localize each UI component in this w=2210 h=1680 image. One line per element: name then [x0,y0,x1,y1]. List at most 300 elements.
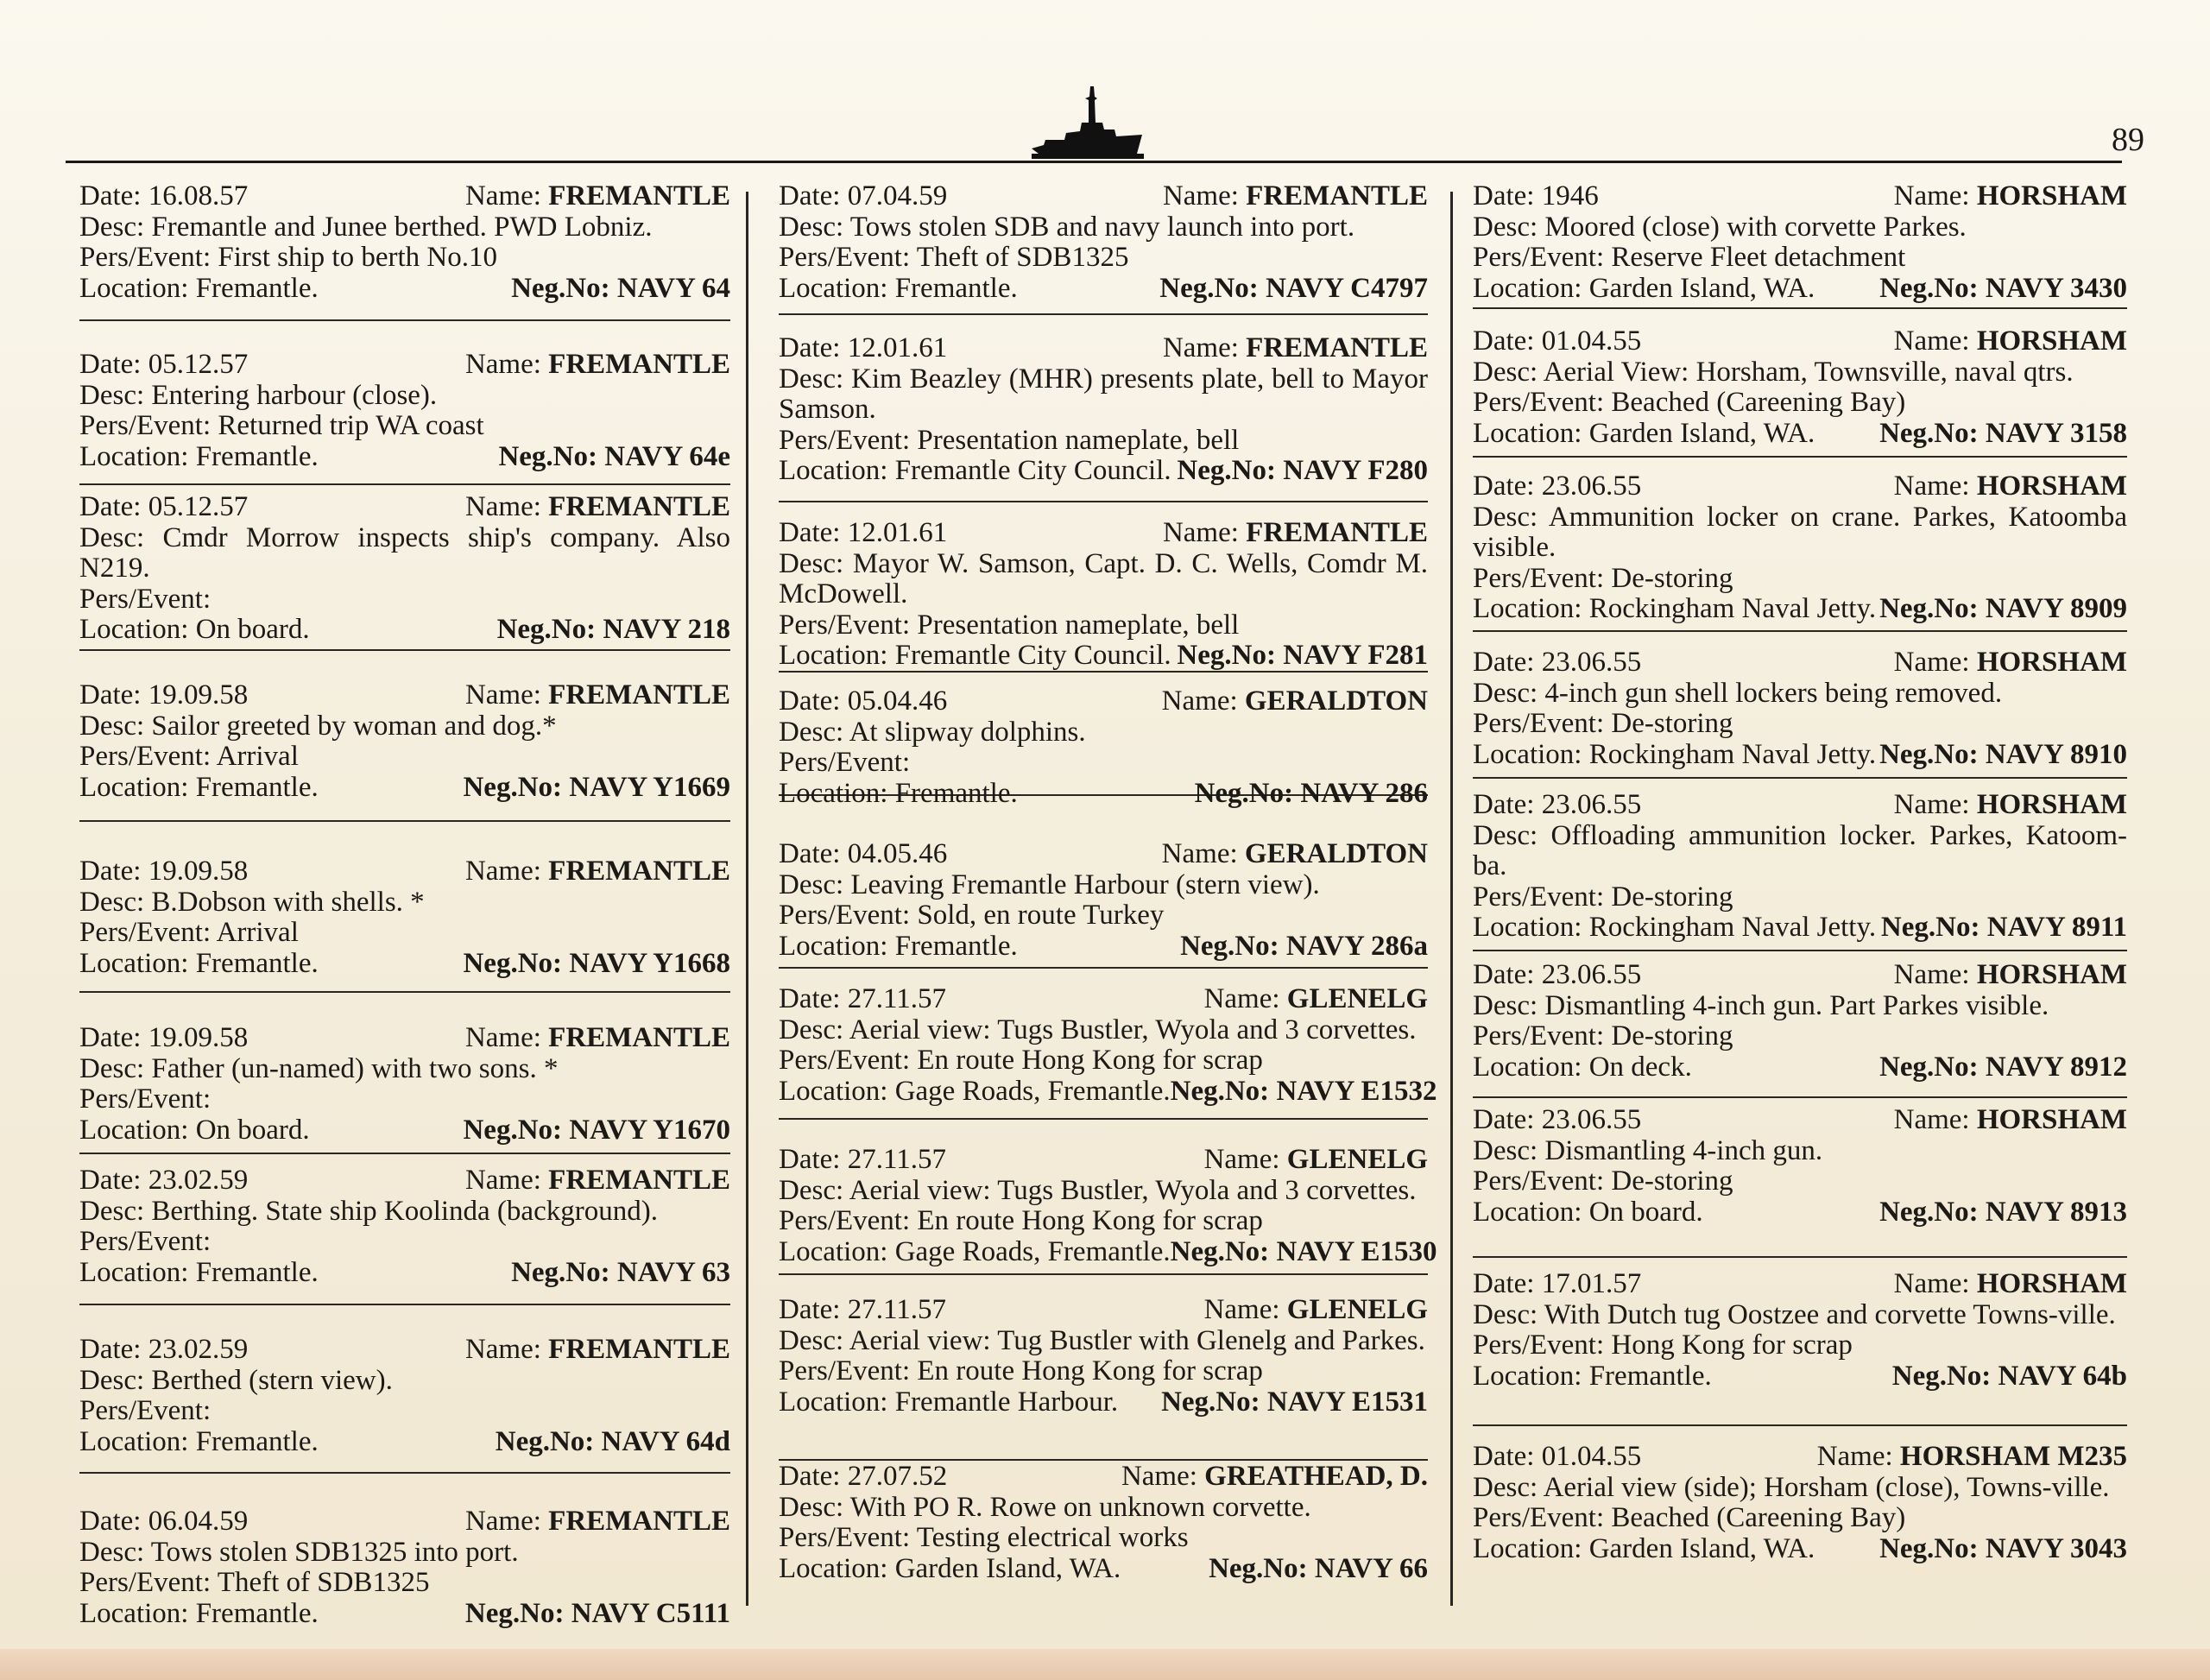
entry-name-value: GLENELG [1286,983,1428,1014]
catalog-entry [779,333,1428,502]
entry-name [1204,1295,1428,1326]
entry-date: Date: 04.05.46 [779,838,948,869]
entry-name [1163,333,1428,364]
entry-footer-row [79,1427,730,1458]
neg-label: Neg.No: [1891,1360,1998,1392]
entry-date: Date: 05.12.57 [79,491,249,522]
entry-footer-row [79,615,730,646]
entry-neg-no-value: NAVY C4797 [1266,272,1428,304]
catalog-entry [79,181,730,321]
entry-neg-no-value: NAVY 218 [603,614,730,645]
name-label: Name: [1893,647,1977,678]
entry-description: Desc: Tows stolen SDB1325 into port. [79,1536,519,1568]
entry-name [1204,984,1428,1015]
neg-label: Neg.No: [1880,912,1987,943]
entry-footer-row [779,641,1428,672]
entry-name-value: GERALDTON [1244,685,1428,717]
entry-description: Desc: Moored (close) with corvette Parkes. [1473,211,1967,243]
entry-description: Desc: Kim Beazley (MHR) presents plate, bell to Mayor Samson. [779,363,1428,425]
entry-location: Location: Garden Island, WA. [1473,417,1815,449]
entry-footer-row [1473,913,2127,944]
entry-name-value: HORSHAM [1976,647,2127,678]
entry-name-value: FREMANTLE [548,1022,730,1053]
entry-pers-event: Pers/Event: Theft of SDB1325 [779,242,1129,273]
entry-pers-event: Pers/Event: Sold, en route Turkey [779,900,1165,931]
entry-date: Date: 01.04.55 [1473,325,1642,357]
entry-name [465,181,730,212]
entry-header-row [79,1023,730,1054]
entry-header-row [1473,790,2127,821]
entry-footer-row [1473,274,2127,305]
entry-name [1894,1105,2127,1136]
entry-pers-event: Pers/Event: [779,747,911,778]
neg-label: Neg.No: [1879,1051,1986,1083]
entry-description: Desc: At slipway dolphins. [779,716,1086,748]
entry-neg-no [511,274,730,305]
entry-neg-no-value: NAVY 64 [616,272,730,304]
entry-pers-event: Pers/Event: Presentation nameplate, bell [779,609,1240,641]
entry-pers-event: Pers/Event: [79,583,212,615]
entry-neg-no-value: NAVY E1532 [1276,1075,1437,1107]
entry-name-value: HORSHAM M235 [1899,1441,2127,1472]
entry-neg-no [465,1599,730,1630]
entry-description: Desc: Father (un-named) with two sons. * [79,1052,559,1084]
entry-pers-event: Pers/Event: Hong Kong for scrap [1473,1329,1853,1361]
name-label: Name: [464,679,549,711]
entry-name [465,350,730,381]
entry-neg-no-value: NAVY 66 [1314,1552,1428,1584]
entry-location: Location: Fremantle. [79,947,319,979]
entry-description: Desc: Aerial view (side); Horsham (close), Towns-ville. [1473,1471,2110,1503]
entry-location: Location: Garden Island, WA. [779,1552,1121,1584]
entry-neg-no [1159,274,1428,305]
name-label: Name: [1893,1268,1977,1299]
entry-neg-no [1177,456,1428,487]
entry-date: Date: 17.01.57 [1473,1268,1642,1299]
entry-description: Desc: B.Dobson with shells. * [79,886,425,918]
neg-label: Neg.No: [1177,640,1284,671]
entry-location: Location: Gage Roads, Fremantle. [779,1075,1171,1107]
entry-pers-event: Pers/Event: Theft of SDB1325 [79,1567,430,1598]
neg-label: Neg.No: [1177,455,1284,486]
entry-neg-no [497,615,730,646]
neg-label: Neg.No: [1170,1235,1277,1267]
entry-pers-event: Pers/Event: En route Hong Kong for scrap [779,1045,1263,1076]
column-divider [1450,192,1453,1606]
entry-location: Location: Fremantle. [779,777,1018,809]
entry-header-row [779,181,1428,212]
neg-label: Neg.No: [1879,417,1986,449]
entry-pers-event: Pers/Event: De-storing [1473,1165,1733,1197]
entry-footer-row [779,456,1428,487]
entry-date: Date: 23.06.55 [1473,789,1642,820]
entry-header-row [79,492,730,523]
entry-pers-event: Pers/Event: Returned trip WA coast [79,410,484,441]
entry-neg-no-value: NAVY 63 [616,1256,730,1288]
entry-pers-event: Pers/Event: Reserve Fleet detachment [1473,242,1906,273]
entry-name-value: FREMANTLE [548,180,730,212]
entry-name [1163,181,1428,212]
entry-description: Desc: Fremantle and Junee berthed. PWD Lobniz. [79,211,653,243]
entry-description: Desc: Entering harbour (close). [79,379,438,411]
entry-location: Location: Fremantle City Council. [779,640,1171,671]
neg-label: Neg.No: [1879,272,1986,304]
entry-description: Desc: Mayor W. Samson, Capt. D. C. Wells, Comdr M. McDowell. [779,547,1428,609]
entry-location: Location: Fremantle. [79,1256,319,1288]
entry-location: Location: Rockingham Naval Jetty. [1473,593,1877,624]
entry-pers-event: Pers/Event: En route Hong Kong for scrap [779,1205,1263,1236]
entry-description: Desc: Tows stolen SDB and navy launch into port. [779,211,1355,243]
entry-date: Date: 05.12.57 [79,349,249,380]
entry-header-row [1473,181,2127,212]
entry-date: Date: 01.04.55 [1473,1441,1642,1472]
entry-neg-no-value: NAVY 286a [1285,930,1428,962]
entry-neg-no [463,773,730,804]
entry-footer-row [1473,419,2127,450]
catalog-entry [1473,471,2127,632]
entry-name-value: HORSHAM [1976,180,2127,212]
entry-neg-no [1209,1554,1428,1585]
entry-header-row [779,333,1428,364]
entry-location: Location: Fremantle. [79,1597,319,1629]
entry-name [465,1335,730,1366]
entry-location: Location: Fremantle. [1473,1360,1712,1392]
entry-header-row [1473,647,2127,679]
entry-neg-no [498,442,730,473]
catalog-entry [779,685,1428,809]
entry-location: Location: Fremantle City Council. [779,455,1171,486]
entry-name-value: FREMANTLE [548,1506,730,1537]
catalog-entry [779,1144,1437,1275]
entry-pers-event: Pers/Event: Beached (Careening Bay) [1473,1502,1906,1533]
name-label: Name: [464,856,549,887]
entry-header-row [1473,326,2127,357]
catalog-entry [1473,1442,2127,1606]
entry-name [1817,1442,2127,1473]
entry-date: Date: 1946 [1473,180,1599,212]
entry-header-row [1473,1269,2127,1300]
catalog-entry [779,983,1437,1120]
name-label: Name: [464,491,549,522]
entry-neg-no [463,1115,730,1146]
entry-date: Date: 07.04.59 [779,180,948,212]
entry-date: Date: 23.02.59 [79,1165,249,1196]
name-label: Name: [1162,517,1247,548]
entry-neg-no [1879,419,2127,450]
neg-label: Neg.No: [1180,930,1286,962]
entry-date: Date: 27.11.57 [779,983,946,1014]
entry-header-row [79,350,730,381]
entry-neg-no [1879,594,2127,625]
name-label: Name: [1893,1104,1977,1135]
entry-header-row [79,1335,730,1366]
entry-name [465,492,730,523]
neg-label: Neg.No: [1159,272,1266,304]
entry-date: Date: 12.01.61 [779,517,948,548]
catalog-entry [1473,326,2127,458]
column-divider [746,192,748,1606]
entry-neg-no [1879,740,2127,771]
entry-neg-no [463,949,730,980]
entry-location: Location: Rockingham Naval Jetty. [1473,738,1877,770]
neg-label: Neg.No: [496,614,603,645]
entry-location: Location: Garden Island, WA. [1473,272,1815,304]
entry-name-value: HORSHAM [1976,1104,2127,1135]
entry-footer-row [79,442,730,473]
entry-header-row [779,686,1428,717]
ship-silhouette-icon [1032,85,1144,164]
entry-pers-event: Pers/Event: Presentation nameplate, bell [779,424,1240,456]
entry-date: Date: 23.06.55 [1473,1104,1642,1135]
entry-neg-no-value: NAVY 64e [604,440,730,472]
entry-neg-no-value: NAVY F280 [1283,455,1428,486]
entry-name-value: HORSHAM [1976,1268,2127,1299]
entry-description: Desc: Offloading ammunition locker. Parkes, Katoom-ba. [1473,819,2127,881]
entry-pers-event: Pers/Event: Testing electrical works [779,1522,1189,1553]
entry-footer-row [1473,594,2127,625]
neg-label: Neg.No: [464,1597,571,1629]
entry-neg-no-value: NAVY F281 [1283,640,1428,671]
entry-neg-no [1177,641,1428,672]
entry-name-value: HORSHAM [1976,325,2127,357]
entry-name-value: FREMANTLE [548,491,730,522]
name-label: Name: [464,1334,549,1365]
entry-location: Location: Fremantle. [79,771,319,803]
neg-label: Neg.No: [463,1114,570,1146]
name-label: Name: [1893,325,1977,357]
entry-name [1163,518,1428,549]
entry-description: Desc: Aerial view: Tugs Bustler, Wyola and 3 corvettes. [779,1174,1417,1206]
entry-neg-no [1879,274,2127,305]
entry-footer-row [79,949,730,980]
entry-name [1894,1269,2127,1300]
entry-neg-no [1180,932,1428,963]
neg-label: Neg.No: [1161,1386,1267,1418]
entry-neg-no-value: NAVY E1531 [1266,1386,1428,1418]
name-label: Name: [464,349,549,380]
entry-neg-no [1892,1361,2127,1393]
neg-label: Neg.No: [463,771,570,803]
entry-location: Location: On deck. [1473,1051,1692,1083]
entry-date: Date: 06.04.59 [79,1506,249,1537]
entry-neg-no [1879,1197,2127,1228]
entry-description: Desc: Aerial view: Tugs Bustler, Wyola and 3 corvettes. [779,1014,1417,1045]
entry-pers-event: Pers/Event: [79,1083,212,1115]
entry-neg-no [511,1258,730,1289]
catalog-entry [1473,960,2127,1098]
entry-name [1894,326,2127,357]
entry-location: Location: Fremantle. [779,930,1018,962]
name-label: Name: [1893,180,1977,212]
entry-neg-no-value: NAVY 64d [601,1425,730,1457]
entry-footer-row [1473,1534,2127,1565]
entry-footer-row [779,1554,1428,1585]
entry-date: Date: 12.01.61 [779,332,948,363]
entry-header-row [779,518,1428,549]
entry-neg-no [1195,779,1428,810]
entry-pers-event: Pers/Event: [79,1395,212,1426]
neg-label: Neg.No: [1170,1075,1277,1107]
neg-label: Neg.No: [511,1256,617,1288]
entry-neg-no-value: NAVY 8912 [1985,1051,2127,1083]
entry-location: Location: Fremantle. [79,272,319,304]
catalog-entry [779,518,1428,673]
entry-name-value: GLENELG [1286,1294,1428,1325]
entry-name-value: FREMANTLE [548,1165,730,1196]
entry-location: Location: Rockingham Naval Jetty. [1473,912,1877,943]
name-label: Name: [1893,789,1977,820]
entry-description: Desc: Cmdr Morrow inspects ship's company. Also N219. [79,521,730,584]
entry-footer-row [79,1599,730,1630]
entry-neg-no-value: NAVY E1530 [1276,1235,1437,1267]
entry-footer-row [779,779,1428,810]
entry-name [1162,839,1428,870]
entry-neg-no [1161,1387,1428,1418]
entry-pers-event: Pers/Event: Arrival [79,917,299,948]
entry-header-row [779,984,1428,1015]
entry-neg-no-value: NAVY Y1668 [569,947,730,979]
entry-neg-no-value: NAVY 8910 [1985,738,2127,770]
entry-date: Date: 23.02.59 [79,1334,249,1365]
neg-label: Neg.No: [511,272,617,304]
entry-header-row [779,1462,1428,1493]
entry-description: Desc: Ammunition locker on crane. Parkes, Katoomba visible. [1473,501,2127,563]
page-bottom-edge [0,1649,2210,1680]
catalog-entry [1473,1105,2127,1258]
name-label: Name: [1161,838,1245,869]
entry-location: Location: On board. [79,614,310,645]
catalog-entry [1473,1269,2127,1426]
entry-neg-no [1879,1052,2127,1083]
entry-name [1894,471,2127,502]
entry-neg-no [1171,1237,1437,1268]
catalog-entry [79,1506,730,1629]
entry-pers-event: Pers/Event: De-storing [1473,562,1733,594]
entry-neg-no-value: NAVY 3430 [1985,272,2127,304]
entry-header-row [79,1506,730,1538]
entry-location: Location: On board. [79,1114,310,1146]
entry-neg-no-value: NAVY C5111 [571,1597,730,1629]
entry-neg-no-value: NAVY 3043 [1985,1532,2127,1564]
entry-name [1162,686,1428,717]
neg-label: Neg.No: [495,1425,602,1457]
entry-name-value: HORSHAM [1976,959,2127,990]
entry-pers-event: Pers/Event: De-storing [1473,881,1733,913]
entry-footer-row [1473,1197,2127,1228]
entry-description: Desc: With Dutch tug Oostzee and corvette Towns-ville. [1473,1298,2116,1330]
entry-name-value: FREMANTLE [548,856,730,887]
entry-date: Date: 05.04.46 [779,685,948,717]
entry-description: Desc: Berthed (stern view). [79,1364,393,1396]
entry-name [1204,1145,1428,1176]
entry-footer-row [79,773,730,804]
name-label: Name: [1161,685,1245,717]
name-label: Name: [464,180,549,212]
neg-label: Neg.No: [1194,777,1301,809]
entry-name [1894,790,2127,821]
name-label: Name: [1816,1441,1900,1472]
entry-location: Location: Fremantle. [79,1425,319,1457]
entry-neg-no-value: NAVY 8911 [1986,912,2127,943]
entry-description: Desc: 4-inch gun shell lockers being removed. [1473,677,2003,709]
catalog-entry [1473,181,2127,309]
entry-header-row [1473,1442,2127,1473]
entry-description: Desc: Aerial View: Horsham, Townsville, naval qtrs. [1473,356,2074,388]
entry-name [1894,181,2127,212]
name-label: Name: [1203,1144,1287,1175]
catalog-entry [79,350,730,485]
catalog-entry [79,856,730,993]
entry-neg-no-value: NAVY 64b [1998,1360,2127,1392]
entry-header-row [1473,471,2127,502]
entry-name [465,1506,730,1538]
catalog-entry [1473,790,2127,951]
entry-description: Desc: Aerial view: Tug Bustler with Glenelg and Parkes. [779,1324,1425,1356]
entry-footer-row [779,932,1428,963]
entry-neg-no-value: NAVY 8909 [1985,593,2127,624]
neg-label: Neg.No: [1879,1196,1986,1228]
entry-pers-event: Pers/Event: De-storing [1473,708,1733,739]
catalog-entry [1473,647,2127,779]
entry-name-value: GLENELG [1286,1144,1428,1175]
entry-footer-row [1473,740,2127,771]
entry-footer-row [79,1115,730,1146]
entry-location: Location: Gage Roads, Fremantle. [779,1235,1171,1267]
catalog-entry [79,1335,730,1474]
entry-header-row [779,1295,1428,1326]
name-label: Name: [1893,959,1977,990]
page-number: 89 [2112,122,2144,158]
neg-label: Neg.No: [1209,1552,1315,1584]
entry-header-row [1473,960,2127,991]
entry-description: Desc: Dismantling 4-inch gun. [1473,1134,1823,1166]
entry-name-value: FREMANTLE [548,349,730,380]
catalog-entry [79,1023,730,1154]
entry-location: Location: Garden Island, WA. [1473,1532,1815,1564]
neg-label: Neg.No: [498,440,605,472]
entry-neg-no [1171,1077,1437,1108]
entry-pers-event: Pers/Event: En route Hong Kong for scrap [779,1355,1263,1386]
entry-description: Desc: Berthing. State ship Koolinda (background). [79,1195,658,1227]
entry-name [465,856,730,887]
entry-name [465,680,730,711]
entry-description: Desc: Leaving Fremantle Harbour (stern view). [779,868,1320,900]
catalog-entry [79,680,730,822]
entry-footer-row [79,274,730,305]
catalog-entry [779,181,1428,315]
entry-header-row [79,856,730,887]
entry-header-row [779,1145,1428,1176]
entry-footer-row [79,1258,730,1289]
name-label: Name: [1893,471,1977,502]
name-label: Name: [464,1165,549,1196]
entry-neg-no-value: NAVY 3158 [1985,417,2127,449]
entry-date: Date: 27.07.52 [779,1461,948,1492]
entry-footer-row [1473,1052,2127,1083]
entry-header-row [79,1165,730,1197]
entry-header-row [779,839,1428,870]
neg-label: Neg.No: [1879,738,1986,770]
neg-label: Neg.No: [1879,593,1986,624]
entry-name-value: HORSHAM [1976,471,2127,502]
entry-name [1894,647,2127,679]
entry-pers-event: Pers/Event: Beached (Careening Bay) [1473,387,1906,418]
entry-name [465,1023,730,1054]
entry-neg-no-value: NAVY Y1670 [569,1114,730,1146]
entry-location: Location: Fremantle. [779,272,1018,304]
entry-neg-no [1879,1534,2127,1565]
entry-location: Location: Fremantle Harbour. [779,1386,1119,1418]
